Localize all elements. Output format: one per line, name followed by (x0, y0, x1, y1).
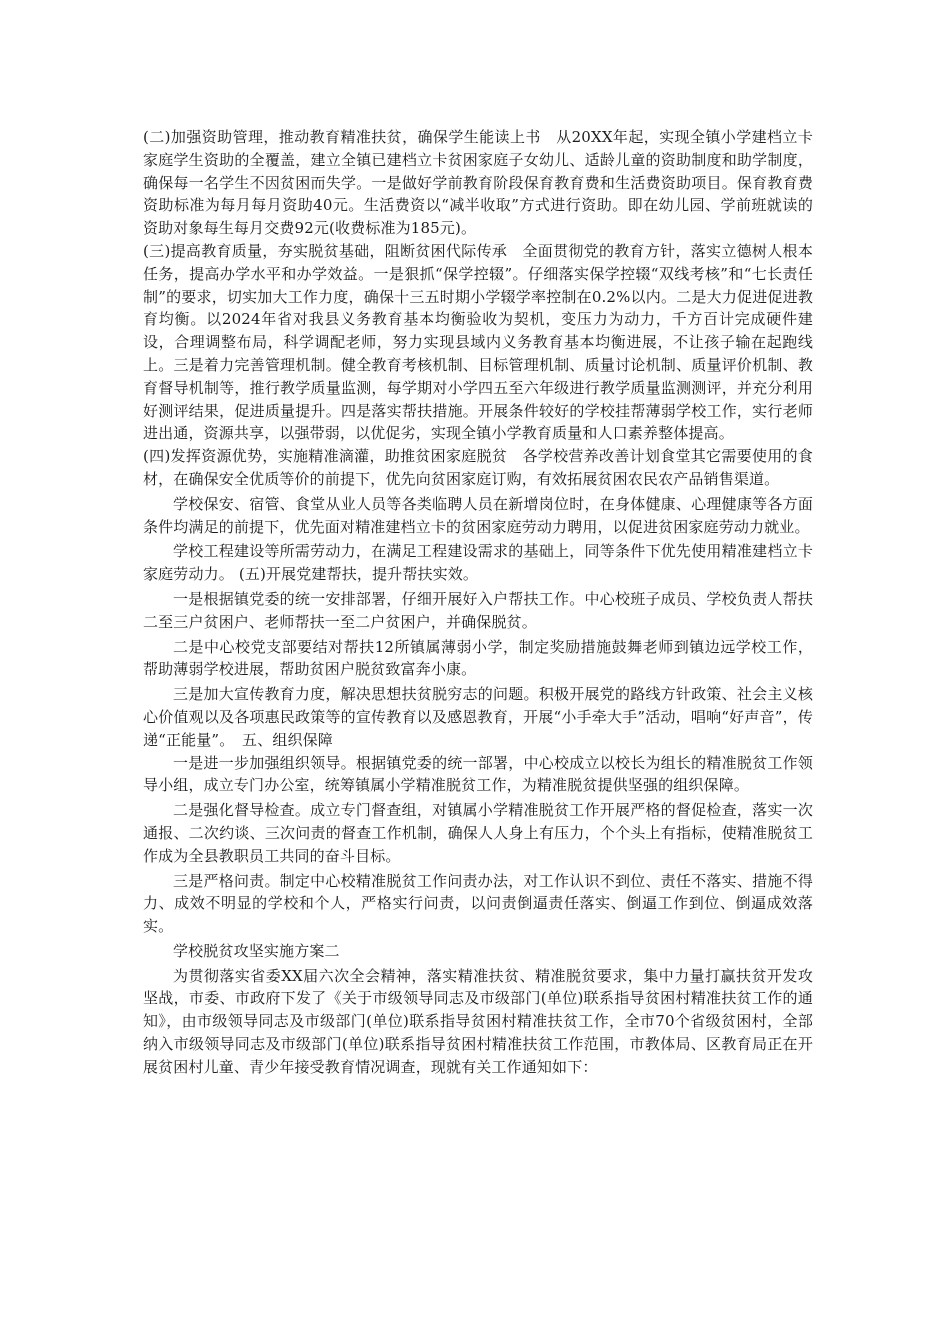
paragraph: (二)加强资助管理，推动教育精准扶贫，确保学生能读上书 从20XX年起，实现全镇小学建档立卡家庭学生资助的全覆盖，建立全镇已建档立卡贫困家庭子女幼儿、适龄儿童的资助制度和助学制度，确保每一名学生不因贫困而失学。一是做好学前教育阶段保育教育费和生活费资助项目。保育教育费资助标准为每月每月资助40元。生活费资以“减半收取”方式进行资助。即在幼儿园、学前班就读的资助对象每生每月交费92元(收费标准为185元)。 (143, 128, 813, 238)
paragraph: (四)发挥资源优势，实施精准滴灌，助推贫困家庭脱贫 各学校营养改善计划食堂其它需要使用的食材，在确保安全优质等价的前提下，优先向贫困家庭订购，有效拓展贫困农民农产品销售渠道。 (143, 447, 813, 488)
paragraph: 二是中心校党支部要结对帮扶12所镇属薄弱小学，制定奖励措施鼓舞老师到镇边远学校工作，帮助薄弱学校进展，帮助贫困户脱贫致富奔小康。 (143, 637, 813, 679)
paragraph: 三是严格问责。制定中心校精准脱贫工作问责办法，对工作认识不到位、责任不落实、措施不得力、成效不明显的学校和个人，严格实行问责，以问责倒逼责任落实、倒逼工作到位、倒逼成效落实。 (143, 871, 813, 936)
paragraph: 三是加大宣传教育力度，解决思想扶贫脱穷志的问题。积极开展党的路线方针政策、社会主义核心价值观以及各项惠民政策等的宣传教育以及感恩教育，开展“小手牵大手”活动，唱响“好声音”，传递“正能量”。 五、组织保障 (143, 685, 813, 749)
paragraph: 为贯彻落实省委XX届六次全会精神，落实精准扶贫、精准脱贫要求，集中力量打赢扶贫开发攻坚战，市委、市政府下发了《关于市级领导同志及市级部门(单位)联系指导贫困村精准扶贫工作的通知》，由市级领导同志及市级部门(单位)联系指导贫困村精准扶贫工作，全市70个省级贫困村，全部纳入市级领导同志及市级部门(单位)联系指导贫困村精准扶贫工作范围，市教体局、区教育局正在开展贫困村儿童、青少年接受教育情况调查，现就有关工作通知如下： (143, 966, 813, 1076)
paragraph: (三)提高教育质量，夯实脱贫基础，阻断贫困代际传承 全面贯彻党的教育方针，落实立德树人根本任务，提高办学水平和办学效益。一是狠抓“保学控辍”。仔细落实保学控辍“双线考核”和“七长责任制”的要求，切实加大工作力度，确保十三五时期小学辍学率控制在0.2%以内。二是大力促进促进教育均衡。以2024年省对我县义务教育基本均衡验收为契机，变压力为动力，千方百计完成硬件建设，合理调整布局，科学调配老师，努力实现县域内义务教育基本均衡进展，不让孩子输在起跑线上。三是着力完善管理机制。健全教育考核机制、目标管理机制、质量讨论机制、质量评价机制、教育督导机制等，推行教学质量监测，每学期对小学四五至六年级进行教学质量监测测评，并充分利用好测评结果，促进质量提升。四是落实帮扶措施。开展条件较好的学校挂帮薄弱学校工作，实行老师进出通，资源共享，以强带弱，以优促劣，实现全镇小学教育质量和人口素养整体提高。 (143, 241, 813, 443)
paragraph: 学校保安、宿管、食堂从业人员等各类临聘人员在新增岗位时，在身体健康、心理健康等各方面条件均满足的前提下，优先面对精准建档立卡的贫困家庭劳动力聘用，以促进贫困家庭劳动力就业。 (143, 494, 813, 536)
paragraph: 学校工程建设等所需劳动力，在满足工程建设需求的基础上，同等条件下优先使用精准建档立卡家庭劳动力。 (五)开展党建帮扶，提升帮扶实效。 (143, 542, 813, 584)
paragraph: 一是进一步加强组织领导。根据镇党委的统一部署，中心校成立以校长为组长的精准脱贫工作领导小组，成立专门办公室，统筹镇属小学精准脱贫工作，为精准脱贫提供坚强的组织保障。 (143, 753, 813, 795)
document-body (143, 126, 813, 1079)
paragraph: 一是根据镇党委的统一安排部署，仔细开展好入户帮扶工作。中心校班子成员、学校负责人帮扶二至三户贫困户、老师帮扶一至二户贫困户，并确保脱贫。 (143, 589, 813, 631)
paragraph: 学校脱贫攻坚实施方案二 (173, 941, 340, 960)
paragraph: 二是强化督导检查。成立专门督查组，对镇属小学精准脱贫工作开展严格的督促检查，落实一次通报、二次约谈、三次问责的督查工作机制，确保人人身上有压力，个个头上有指标，使精准脱贫工作成为全县教职员工共同的奋斗目标。 (143, 801, 813, 865)
